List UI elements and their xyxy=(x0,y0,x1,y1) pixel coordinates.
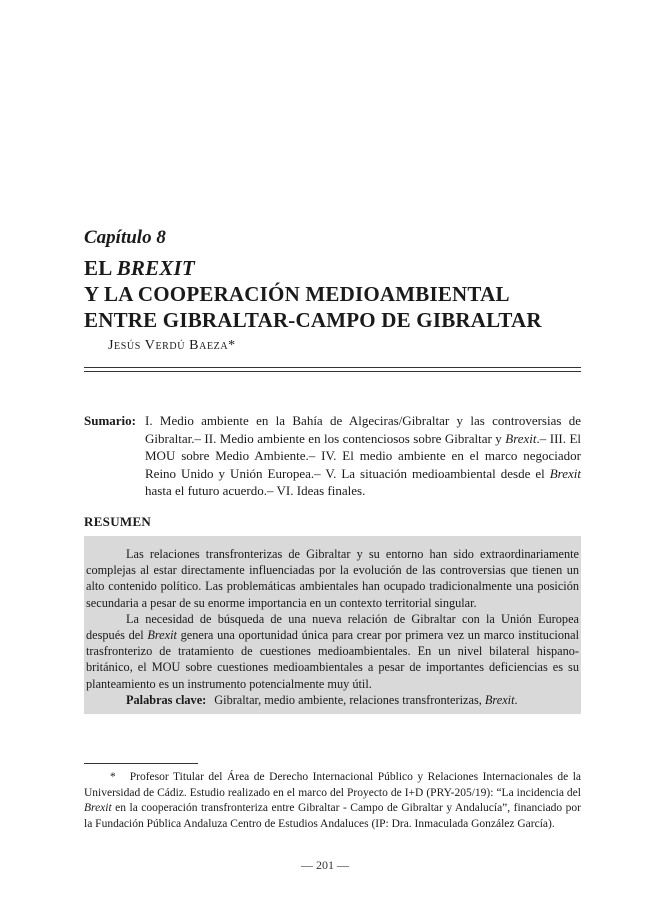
author-name: Jesús Verdú Baeza* xyxy=(108,338,236,353)
abstract-p2-a: La necesidad de búsqueda de una nueva relación de Gibraltar con la Unión Europea después del xyxy=(86,611,579,643)
title-prefix: EL xyxy=(84,256,117,280)
chapter-title-line-1 xyxy=(84,255,584,281)
summary-block xyxy=(84,412,581,500)
abstract-p2-b: genera una oportunidad única para crear por primera vez un marco institucional trasfronterizo de tratamiento de cuestiones medioambientales. En un nivel bilateral hispano-británico, el MOU sobre cuestiones medioambientales a pesar de importantes deficiencias es su planteamiento es un instrumento potencialmente muy útil. xyxy=(86,628,579,691)
summary-label: Sumario: xyxy=(84,413,136,428)
page-number: — 201 — xyxy=(301,858,349,872)
summary-text xyxy=(145,412,581,500)
keywords-italic: Brexit xyxy=(484,692,515,707)
abstract-paragraph-1: Las relaciones transfronterizas de Gibraltar y su entorno han sido extraordinariamente complejas al estar directamente influenciadas por la evolución de las controversias que tienen un alto contenido político. Las problemáticas ambientales han ocupado tradicionalmente una posición secundaria a pesar de su enorme importancia en un contexto territorial singular. xyxy=(86,547,579,610)
keywords-text: Gibraltar, medio ambiente, relaciones transfronterizas, xyxy=(214,692,485,707)
title-rule-top xyxy=(84,367,581,368)
summary-part-3: hasta el futuro acuerdo.– VI. Ideas finales. xyxy=(145,483,366,499)
footnote-mark: * xyxy=(110,771,116,783)
keywords-end: . xyxy=(514,692,518,707)
summary-italic-1: Brexit xyxy=(505,430,537,446)
title-rule-bottom xyxy=(84,371,581,372)
footnote-text-b: en la cooperación transfronteriza entre Gibraltar - Campo de Gibraltar y Andalucía”, financiado por la Fundación Pública Andaluza Centro de Estudios Andaluces (IP: Dra. Inmaculada González García). xyxy=(84,802,581,830)
chapter-title-line-3: ENTRE GIBRALTAR-CAMPO DE GIBRALTAR xyxy=(84,308,542,332)
footnote xyxy=(84,770,581,832)
chapter-title-line-2: Y LA COOPERACIÓN MEDIOAMBIENTAL xyxy=(84,282,510,306)
keywords-line xyxy=(86,692,579,708)
footnote-rule xyxy=(84,763,198,764)
summary-part-2: .– III. El MOU sobre Medio Ambiente.– IV. El medio ambiente en el marco negociador Reino Unido y Unión Europea.– V. La situación medioambiental desde el xyxy=(145,430,581,481)
summary-part-1: I. Medio ambiente en la Bahía de Algeciras/Gibraltar y las controversias de Gibraltar.– II. Medio ambiente en los contenciosos sobre Gibraltar y xyxy=(145,413,581,446)
title-brexit: BREXIT xyxy=(116,256,195,280)
footnote-text-a: Profesor Titular del Área de Derecho Internacional Público y Relaciones Internacionales de la Universidad de Cádiz. Estudio realizado en el marco del Proyecto de I+D (PRY-205/19): “La incidencia del xyxy=(84,771,581,799)
abstract-heading: RESUMEN xyxy=(84,514,152,529)
abstract-p2-italic: Brexit xyxy=(147,628,177,643)
abstract-box xyxy=(84,536,581,714)
summary-italic-2: Brexit xyxy=(549,465,581,481)
chapter-label: Capítulo 8 xyxy=(84,227,166,248)
abstract-paragraph-2 xyxy=(86,611,579,692)
chapter-title xyxy=(84,255,584,333)
footnote-italic: Brexit xyxy=(84,802,112,814)
keywords-label: Palabras clave: xyxy=(126,692,207,707)
